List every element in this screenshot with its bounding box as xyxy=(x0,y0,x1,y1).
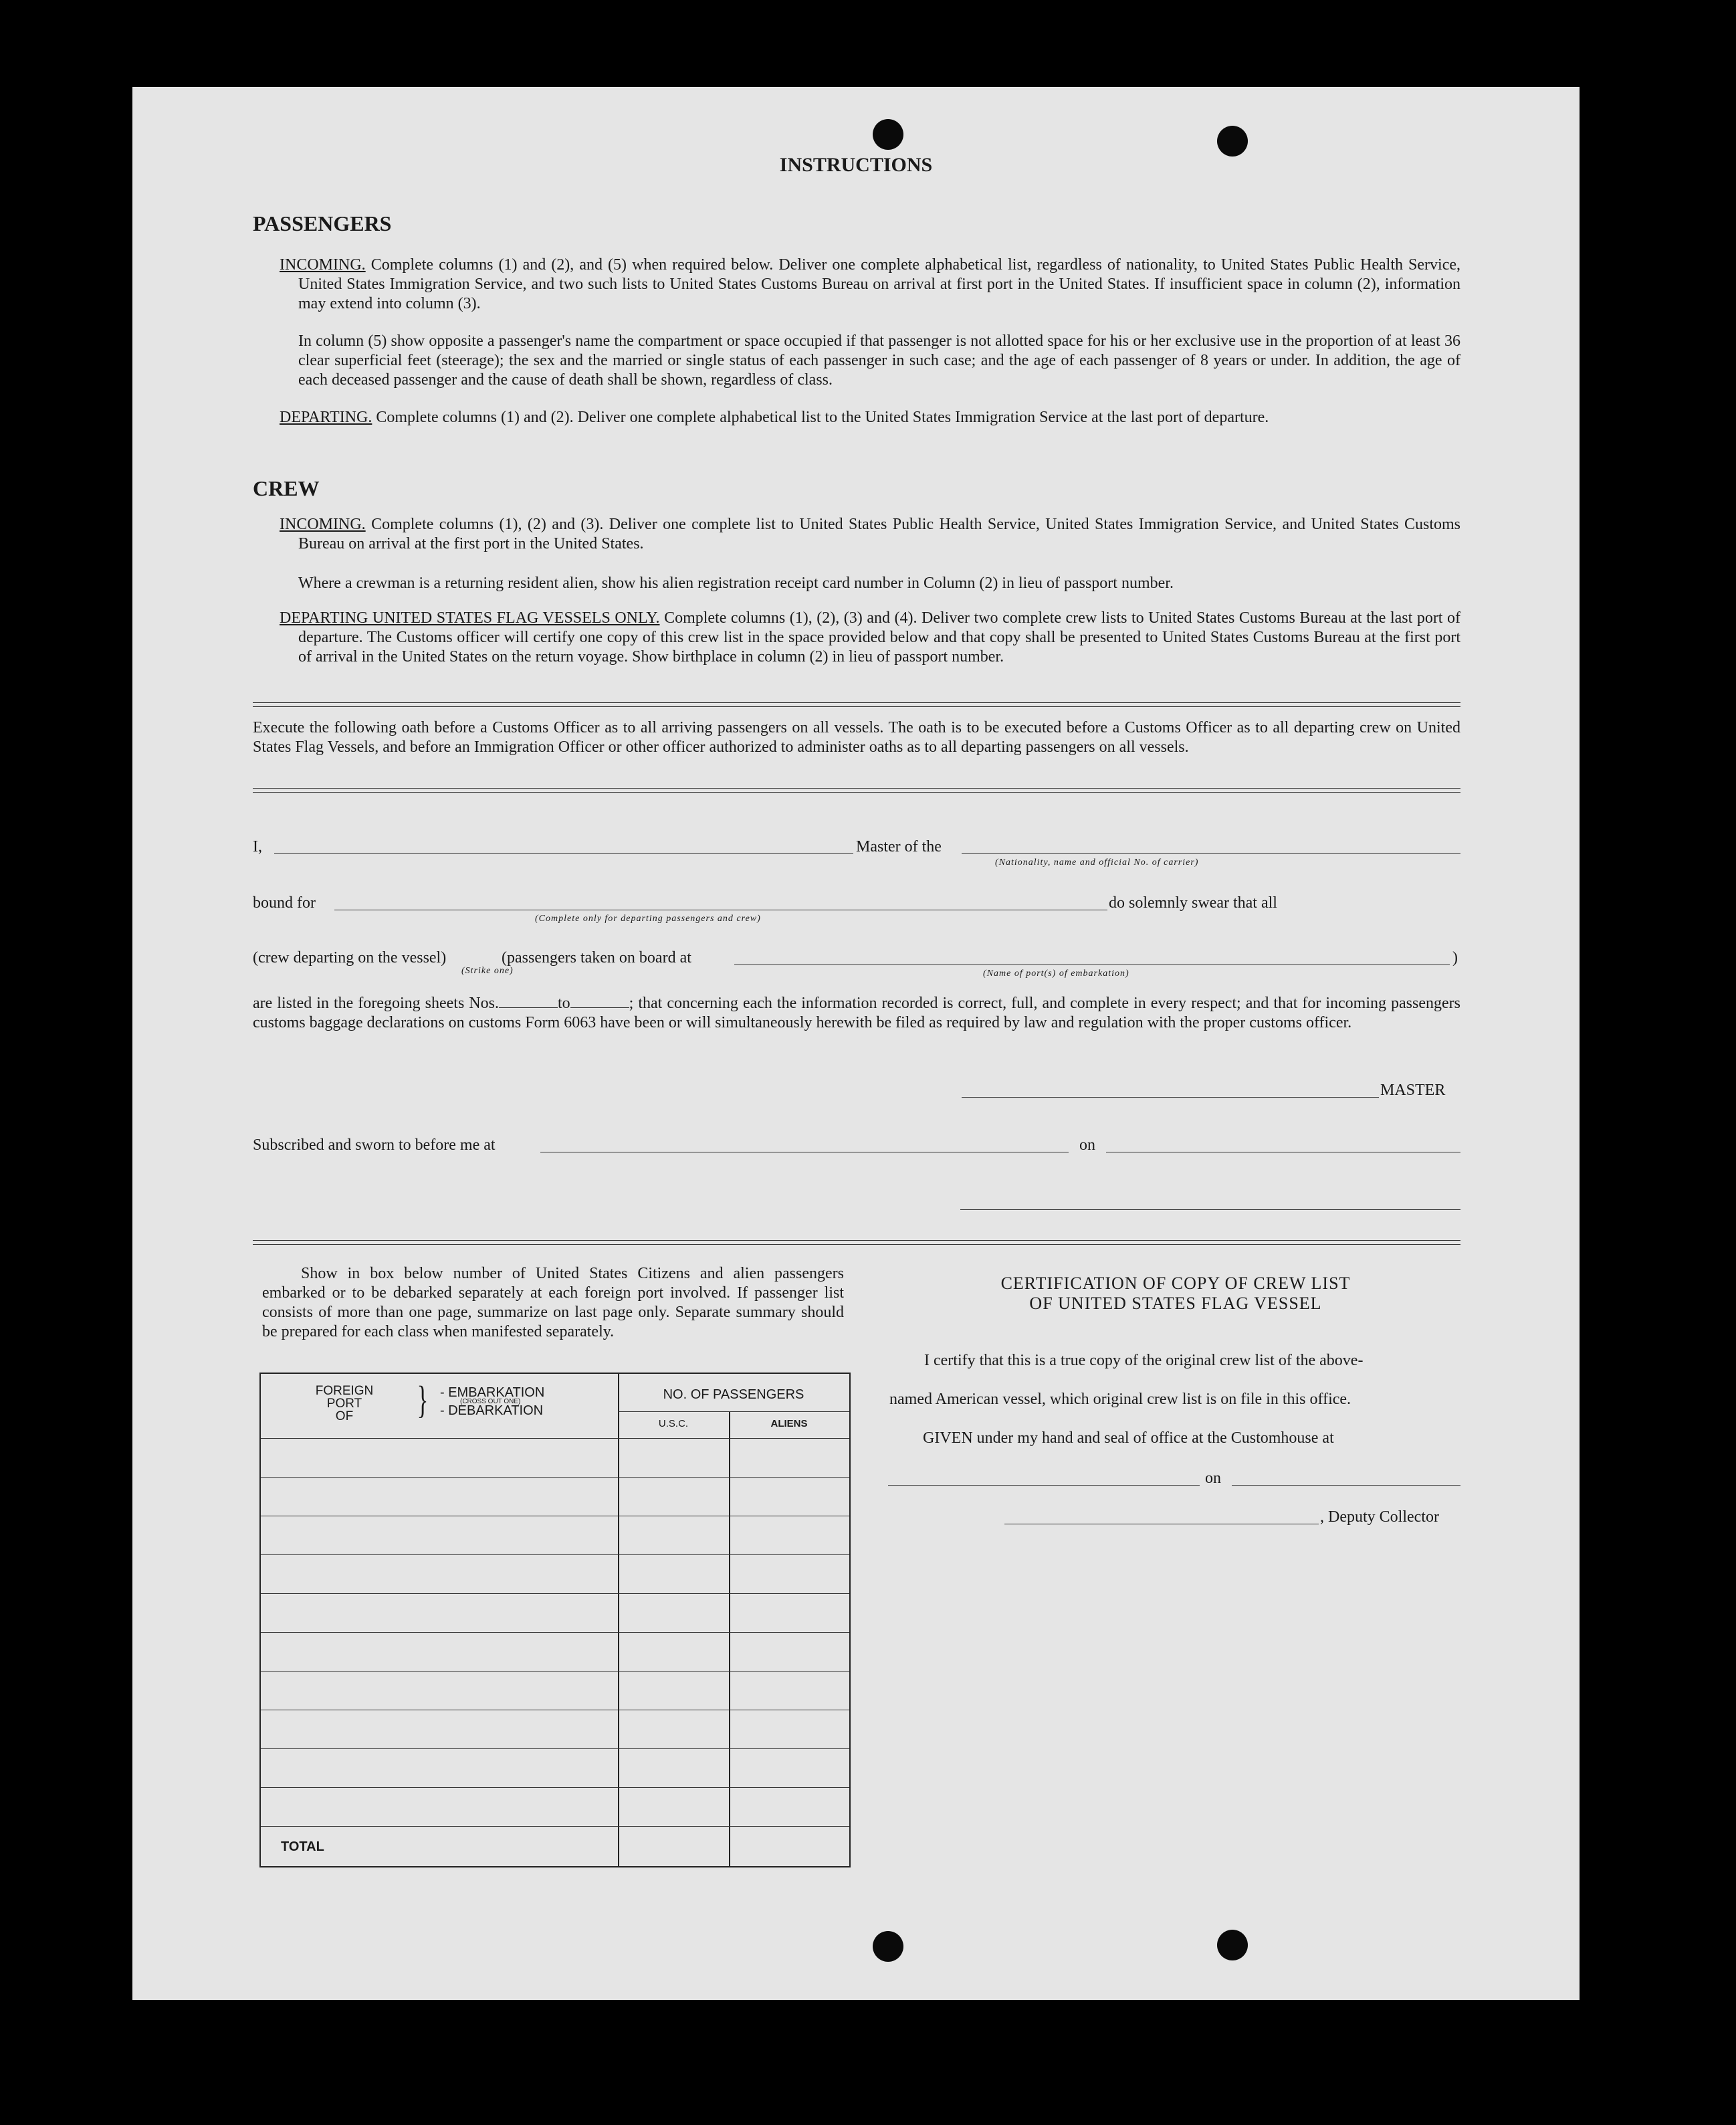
page-title: INSTRUCTIONS xyxy=(779,154,933,176)
foreign-label: FOREIGN xyxy=(315,1384,374,1398)
divider xyxy=(253,1240,1460,1245)
form-page xyxy=(132,87,1580,2000)
table-row xyxy=(261,1477,849,1478)
strike-one-caption: (Strike one) xyxy=(461,966,514,976)
oath-i-label: I, xyxy=(253,838,262,855)
crew-crewman-note: Where a crewman is a returning resident alien, show his alien registration receipt card number in Column (2) in lieu of passport number. xyxy=(298,575,1174,592)
nationality-caption: (Nationality, name and official No. of carrier) xyxy=(995,857,1199,868)
certify-line2: named American vessel, which original crew list is on file in this office. xyxy=(889,1391,1351,1408)
table-row xyxy=(261,1787,849,1788)
cert-on-label: on xyxy=(1205,1470,1221,1487)
usc-header: U.S.C. xyxy=(658,1418,689,1429)
certification-heading xyxy=(888,1274,1463,1314)
master-signature-field[interactable] xyxy=(962,1097,1379,1098)
table-row xyxy=(261,1748,849,1749)
listed-sheets-prefix: are listed in the foregoing sheets Nos. xyxy=(253,995,499,1012)
debarkation-option[interactable]: - DEBARKATION xyxy=(440,1403,544,1418)
header-divider xyxy=(618,1411,849,1412)
subscribed-label: Subscribed and sworn to before me at xyxy=(253,1136,496,1154)
aliens-header: ALIENS xyxy=(770,1418,808,1429)
crew-departing-label: DEPARTING UNITED STATES FLAG VESSELS ONLY. xyxy=(280,609,660,627)
crew-incoming-label: INCOMING. xyxy=(280,516,366,533)
crew-incoming xyxy=(280,515,1460,554)
passengers-incoming xyxy=(280,256,1461,314)
listed-sheets-line xyxy=(253,994,1460,1033)
passengers-departing xyxy=(280,408,1460,427)
sheet-from-field[interactable] xyxy=(499,994,558,1008)
divider xyxy=(253,702,1460,707)
embarkation-option[interactable]: - EMBARKATION xyxy=(440,1385,545,1400)
crew-departing xyxy=(280,609,1461,667)
subscribed-on-label: on xyxy=(1079,1136,1095,1154)
listed-sheets-body: ; that concerning each the information recorded is correct, full, and complete in every respect; and that for incoming passengers customs baggage declarations on customs Form 6063 have been or will simultaneously herewith be filed as required by law and regulation with the proper customs officer. xyxy=(253,995,1460,1031)
brace-icon: } xyxy=(417,1378,429,1421)
bound-for-label: bound for xyxy=(253,894,316,912)
given-line: GIVEN under my hand and seal of office at the Customhouse at xyxy=(923,1429,1334,1447)
table-row xyxy=(261,1632,849,1633)
table-row xyxy=(261,1826,849,1827)
divider xyxy=(253,788,1460,793)
passenger-summary-table xyxy=(259,1373,851,1867)
foreign-port-header xyxy=(301,1385,388,1423)
crew-incoming-text: Complete columns (1), (2) and (3). Deliver one complete list to United States Public Health Service, United States Immigration Service, and United States Customs Bureau on arrival at the first port in the United States. xyxy=(298,516,1460,552)
cert-date-field[interactable] xyxy=(1232,1485,1460,1486)
header-bottom xyxy=(261,1438,849,1439)
passengers-heading: PASSENGERS xyxy=(253,211,392,235)
passengers-column5: In column (5) show opposite a passenger's name the compartment or space occupied if that passenger is not allotted space for his or her exclusive use in the proportion of at least 36 clear superficial feet (steerage); the sex and the married or single status of each passenger in such case; and the age of each passenger of 8 years or under. In addition, the age of each deceased passenger and the cause of death shall be shown, regardless of class. xyxy=(298,332,1460,389)
table-row xyxy=(261,1671,849,1672)
sheet-to-field[interactable] xyxy=(570,994,629,1008)
master-of-the-label: Master of the xyxy=(856,838,942,855)
summary-instructions: Show in box below number of United States Citizens and alien passengers embarked or to be debarked separately at each foreign port involved. If passenger list consists of more than one page, summarize on last page only. Separate summary should be prepared for each class when manifested separately. xyxy=(262,1265,844,1340)
punch-hole xyxy=(1217,126,1248,157)
punch-hole xyxy=(873,119,903,150)
passengers-incoming-label: INCOMING. xyxy=(280,256,366,274)
passengers-departing-label: DEPARTING. xyxy=(280,409,372,426)
column-divider xyxy=(618,1374,619,1866)
table-row xyxy=(261,1554,849,1555)
passengers-incoming-text: Complete columns (1) and (2), and (5) when required below. Deliver one complete alphabetical list, regardless of nationality, to United States Public Health Service, United States Immigration Service, and two such lists to United States Customs Bureau on arrival at first port in the United States. If insufficient space in column (2), information may extend into column (3). xyxy=(298,256,1461,312)
passengers-taken-option[interactable]: (passengers taken on board at xyxy=(502,949,691,967)
embark-debark-header[interactable] xyxy=(440,1387,544,1417)
crew-heading: CREW xyxy=(253,476,320,500)
punch-hole xyxy=(1217,1930,1248,1960)
crew-departing-option[interactable]: (crew departing on the vessel) xyxy=(253,949,447,967)
officer-signature-field[interactable] xyxy=(960,1209,1460,1210)
no-passengers-header: NO. OF PASSENGERS xyxy=(663,1387,804,1402)
certify-line1: I certify that this is a true copy of the original crew list of the above- xyxy=(924,1352,1364,1369)
oath-instruction: Execute the following oath before a Customs Officer as to all arriving passengers on all vessels. The oath is to be executed before a Customs Officer as to all departing crew on United States Flag Vessels, and before an Immigration Officer or other officer authorized to administer oaths as to all departing passengers on all vessels. xyxy=(253,719,1460,756)
passengers-departing-text: Complete columns (1) and (2). Deliver one complete alphabetical list to the United States Immigration Service at the last port of departure. xyxy=(376,409,1269,426)
certification-heading-line1: CERTIFICATION OF COPY OF CREW LIST xyxy=(1000,1274,1351,1293)
deputy-collector-label: , Deputy Collector xyxy=(1320,1508,1439,1526)
complete-only-caption: (Complete only for departing passengers and crew) xyxy=(535,914,761,924)
carrier-field[interactable] xyxy=(962,853,1460,854)
total-label: TOTAL xyxy=(281,1839,324,1854)
port-caption: (Name of port(s) of embarkation) xyxy=(983,969,1129,979)
certification-heading-line2: OF UNITED STATES FLAG VESSEL xyxy=(1029,1294,1322,1313)
close-paren: ) xyxy=(1452,949,1458,967)
table-row xyxy=(261,1593,849,1594)
do-solemnly-label: do solemnly swear that all xyxy=(1109,894,1277,912)
column-divider xyxy=(729,1411,730,1866)
cross-out-note: (CROSS OUT ONE) xyxy=(460,1398,521,1405)
of-label: OF xyxy=(335,1409,354,1423)
master-label: MASTER xyxy=(1380,1082,1446,1099)
to-label: to xyxy=(557,995,570,1012)
punch-hole xyxy=(873,1931,903,1962)
master-name-field[interactable] xyxy=(274,853,853,854)
port-label: PORT xyxy=(326,1397,362,1411)
crew-departing-text: Complete columns (1), (2), (3) and (4). Deliver two complete crew lists to United States Customs Bureau at the last port of departure. The Customs officer will certify one copy of this crew list in the space provided below and that copy shall be presented to United States Customs Bureau at the first port of arrival in the United States on the return voyage. Show birthplace in column (2) in lieu of passport number. xyxy=(298,609,1461,666)
customhouse-field[interactable] xyxy=(888,1485,1200,1486)
